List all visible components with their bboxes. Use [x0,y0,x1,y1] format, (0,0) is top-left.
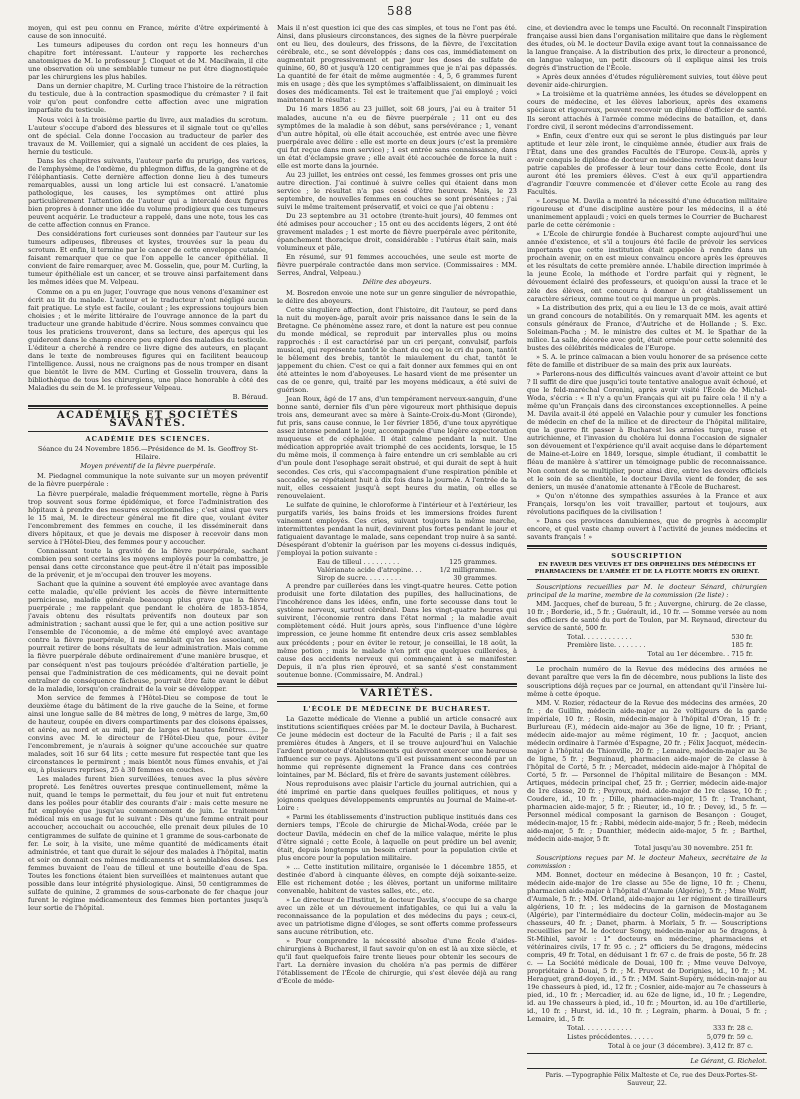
section-title: ACADÉMIES ET SOCIÉTÉS SAVANTES. [56,410,240,430]
subscription-list: MM. Jacques, chef de bureau, 5 fr. ; Auvergne, chirurg. de 2e classe, 10 fr. ; Borderie, id., 5 fr. ; Guérault, id., 10 fr. — Somme versée au nom des officiers de santé du port de Toulon, par M. Reynaud, directeur du service de santé, 500 fr. [527,600,767,633]
paragraph: » La distribution des prix, qui a eu lieu le 13 de ce mois, avait attiré un grand concours de notabilités. On y remarquait MM. les agents et consuls généraux de France, d'Autriche et de Hollande ; S. Exc. Soleiman-Pacha ; M. le ministre des cultes et M. le Spathar de la milice. La salle, décorée avec goût, était ornée pour cette solennité des bustes des célébrités médicales de l'Europe. [527,303,767,352]
section-divider [28,431,268,432]
paragraph: La Gazette médicale de Vienne a publié un article consacré aux institutions scientifiques créées par M. le docteur Davila, à Bucharest. Ce jeune médecin est docteur de la Faculté de Paris ; il a fait ses premières études à Angers, et il se trouve aujourd'hui en Valachie l'ardent promoteur d'établissements qui devront exercer une heureuse influence sur ce pays. Ajoutons qu'il est puissamment secondé par un homme qui représente dignement la France dans ces contrées lointaines, par M. Béclard, fils et frère de savants justement célèbres. [277,714,517,780]
paragraph: M. Piedagnel communique la note suivante sur un moyen préventif de la fièvre puerpérale : [28,472,268,489]
recipe-row: Eau de tilleul . . . . . . . . . 125 grammes. [317,558,497,567]
section-divider [277,683,517,687]
paragraph: » Lorsque M. Davila a montré la nécessité d'une éducation militaire rigoureuse et d'une discipline austère pour les médecins, il a été unanimement applaudi ; voici en quels termes le Courrier de Bucharest parle de cette cérémonie : [527,196,767,230]
article-text [277,715,517,986]
paragraph: moyen, qui est peu connu en France, mérite d'être expérimenté à cause de son innocuité. [28,24,268,41]
manager-signature: Le Gérant, G. Richelot. [690,1056,767,1065]
review-text [28,24,268,392]
paragraph: » Après deux années d'études régulièrement suivies, tout élève peut devenir aide-chirurgien. [527,73,767,90]
paragraph: Du 23 septembre au 31 octobre (trente-huit jours), 40 femmes ont été admises pour accoucher ; 15 ont eu des accidents légers, 2 ont été gravement malades ; 1 est morte de fièvre puerpérale avec péritonite, épanchement thoracique droit, considérable : l'utérus était sain, mais volumineux et pâle, [277,212,517,253]
subscription-totals [527,633,767,649]
recipe-row: Valérianate acide d'atropine. . . 1/2 milligramme. [317,566,497,575]
section-title: VARIÉTÉS. [359,687,435,699]
section-divider [277,701,517,702]
column-2 [277,24,517,1092]
article-text [527,24,767,541]
grand-total: Total au 1er décembre. . 715 fr. [647,650,753,659]
article-subtitle: Délire des aboyeurs. [362,278,432,287]
paragraph: Nous voici à la troisième partie du livre, aux maladies du scrotum. L'auteur s'occupe d'abord des blessures et il signale tout ce qu'elles ont de spécial. Cela donne l'occasion au traducteur de parler des travaux de M. Voillemier, qui a signalé un accident de ces plaies, la hernie du testicule. [28,115,268,156]
section-divider [527,1068,767,1069]
paragraph: « L'École de chirurgie fondée à Bucharest compte aujourd'hui une année d'existence, et s'il a toujours été facile de prévoir les services importants que cette institution était appelée à rendre dans un prochain avenir, on en est mieux convaincu encore après les épreuves et les résultats de cette première année. L'habile direction imprimée à la jeune École, la méthode et l'ordre parfait qui y règnent, le dévouement éclairé des professeurs, et quoiqu'on aussi la trace et le zèle des élèves, ont concouru à donner à cet établissement un caractère sérieux, comme tout ce qui marque un progrès. [527,230,767,303]
paragraph: Des considérations fort curieuses sont données par l'auteur sur les tumeurs adipeuses, fibreuses et kystes, trouvées sur la peau du scrotum. Et enfin, il termine par le cancer de cette enveloppe cutanée, faisant remarquer que ce que l'on appelle le cancer épithélial. Il convient de faire remarquer, avec M. Gosselin, que, pour M. Curling, la tumeur épithéliale est un cancer, et se trouve ainsi parfaitement dans les mêmes idées que M. Velpeau. [28,230,268,287]
subscription-list: MM. Bonnet, docteur en médecine à Besançon, 10 fr. ; Castel, médecin aide-major de 1re classe au 55e de ligne, 10 fr. ; Chenu, pharmacien aide-major à l'hôpital d'Aumale (Algérie), 5 fr. ; Mme Wolff, d'Aumale, 5 fr. ; MM. Orland, aide-major au 1er régiment de tirailleurs algériens, 10 fr. ; les médecins de la garnison de Mostaganem (Algérie), par l'intermédiaire du docteur Colin, médecin-major au 3e chasseurs, 40 fr. ; Danet, pharm. à Morlaix, 5 fr. — Souscriptions recueillies par M. le docteur Songy, médecin-major au 5e dragons, à St-Mihiel, savoir : 1° docteurs en médecine, pharmaciens et vétérinaires civils, 17 fr. 95 c. ; 2° officiers du 5e dragons, médecins compris, 49 fr. Total, en déduisant 1 fr. 67 c. de frais de poste, 56 fr. 28 c. — La Société médicale de Douai, 100 fr. ; Mme veuve Delvoye, propriétaire à Douai, 5 fr. ; M. Pruvost de Dorignies, id., 10 fr. ; M. Heraguet, grand-doyen, id., 5 fr. ; MM. Saint-Supéry, médecin-major au 19e chasseurs à pied, id., 12 fr. ; Cosnier, aide-major au 7e chasseurs à pied, id., 10 fr. ; Mercadier, id. au 62e de ligne, id., 10 fr. ; Legendre, id. au 19e chasseurs à pied, id., 10 fr. ; Mourton, id. au 10e d'artillerie, id., 10 fr. ; Hurst, id. id., 10 fr. ; Legrain, pharm. à Douai, 5 fr. ; Lemaire, id., 5 fr. [527,870,767,1024]
paragraph: » Dans ces provinces danubiennes, que de progrès à accomplir encore, et quel vaste champ ouvert à l'activité de jeunes médecins et savants français ! » [527,516,767,541]
paragraph: Jean Roux, âgé de 17 ans, d'un tempérament nerveux-sanguin, d'une bonne santé, dernier fils d'un père vigoureux mort phthisique depuis trois ans, demeurant avec sa mère à Sainte-Croix-du-Mont (Gironde), fut pris, sans cause connue, le 1er février 1856, d'une toux apyrétique assez intense pendant le jour, accompagnée d'une légère expectoration muqueuse et de céphalée. Il était calme pendant la nuit. Une médication appropriée avait triomphé de ces accidents, lorsque, le 15 du même mois, il commença à faire entendre un cri semblable au cri d'un poule dont l'esophage serait obstrué, et qui durait de sept à huit secondes. Ces cris, qui s'accompagnaient d'une respiration pénible et saccadée, se répétaient huit à dix fois dans la journée. A l'entrée de la nuit, elles cessaient jusqu'à sept heures du matin, où elles se renouvelaient. [277,395,517,500]
column-1 [28,24,268,1092]
academy-heading: ACADÉMIE DES SCIENCES. [85,435,211,444]
paragraph: Dans un dernier chapitre, M. Curling trace l'histoire de la rétraction du testicule, due à la contraction spasmodique du crémaster ? il fait voir qu'on peut confondre cette affection avec une migration imparfaite du testicule. [28,82,268,115]
article-heading: L'ÉCOLE DE MÉDECINE DE BUCHAREST. [303,704,491,713]
paragraph: Les tumeurs adipeuses du cordon ont reçu les honneurs d'un chapitre fort intéressant. L'auteur y rapporte les recherches anatomiques de M. le professeur J. Cloquet et de M. Macilwain, il cite une observation où une semblable tumeur ne put être diagnostiquée par les chirurgiens les plus habiles. [28,41,268,82]
paragraph: Sachant que la quinine a souvent été employée avec avantage dans cette maladie, qu'elle prévient les accès de fièvre intermittente pernicieuse, maladie générale beaucoup plus grave que la fièvre puerpérale ; me rappelant que pendant le choléra de 1853-1854, j'avais obtenu des résultats préventifs non douteux par son administration ; sachant aussi que le fer, qui a une action positive sur l'ensemble de l'économie, a de même été employé avec avantage contre la fièvre puerpérale, il me semblait qu'en les associant, on pourrait retirer de bons résultats de leur administration. Mais comme la fièvre puerpérale débute ordinairement d'une manière brusque, et par conséquent n'est pas toujours précédée d'altération partielle, je pensai que l'administration de ces médicaments, qui ne devait point entraîner de conséquence fâcheuse, pourrait être faite avant le début de la maladie, lorsqu'on craindrait de la voir se développer. [28,580,268,693]
paragraph: Les malades furent bien surveillées, tenues avec la plus sévère propreté. Les fenêtres ouvertes presque continuellement, même la nuit, quand le temps le permettait, du feu jour et nuit fut entretenu dans les poêles pour établir des courants d'air : mais cette mesure ne fut employée que jusqu'au commencement de juin. Le traitement médical mis en usage fut le suivant : Dès qu'une femme entrait pour accoucher, accouchait ou accouchée, elle prenait deux pilules de 10 centigrammes de sulfate de quinine et 1 gramme de sous-carbonate de fer. Le soir, à la visite, une même quantité de médicaments était administrée, et tant que durait le séjour des malades à l'hôpital, matin et soir on donnait ces mêmes médicaments et à semblables doses. Les femmes buvaient de l'eau de tilleul et une bouteille d'eau de Spa. Toutes les fonctions étaient bien surveillées et maintenues autant que possible dans leur intégrité physiologique. Ainsi, 50 centigrammes de sulfate de quinine, 2 grammes de sous-carbonate de fer chaque jour furent le régime médicamenteux des femmes bien portantes jusqu'à leur sortie de l'hôpital. [28,775,268,912]
paragraph: » Le directeur de l'Institut, le docteur Davila, s'occupe de sa charge avec un zèle et un dévouement infatigables, ce qui lui a valu la reconnaissance de la population et des médecins du pays ; ceux-ci, avec un patriotisme digne d'éloges, se sont offerts comme professeurs sans aucune rétribution, etc. [277,895,517,937]
paragraph: » La troisième et la quatrième années, les études se développent en cours de médecine, et les élèves laborieux, après des examens spéciaux et rigoureux, peuvent recevoir un diplôme d'officier de santé. Ils seront attachés à l'armée comme médecins de bataillon, et, dans l'ordre civil, il seront médecins d'arrondissement. [527,90,767,131]
paragraph: Mais il n'est question ici que des cas simples, et tous ne l'ont pas été. Ainsi, dans plusieurs circonstances, des signes de la fièvre puerpérale ont eu lieu, des douleurs, des frissons, de la fièvre, de l'excitation cérébrale, etc., se sont développés ; dans ces cas, immédiatement on augmentait progressivement et par jour les doses de sulfate de quinine, 60, 80 et jusqu'à 120 centigrammes que je n'ai pas dépassés. La quantité de fer était de même augmentée : 4, 5, 6 grammes furent mis en usage ; dès que les symptômes s'affaiblissaient, on diminuait les doses des médicaments. Tel est le traitement que j'ai employé ; voici maintenant le résultat : [277,24,517,105]
potion-recipe [277,558,517,582]
paragraph: Le prochain numéro de la Revue des médecins des armées ne devant paraître que vers la fin de décembre, nous publions la liste des souscriptions déjà reçues par ce journal, en attendant qu'il l'insère lui-même à cette époque. [527,665,767,698]
paragraph: En résumé, sur 91 femmes accouchées, une seule est morte de fièvre puerpérale contractée dans mon service. (Commissaires : MM. Serres, Andral, Velpeau.) [277,253,517,278]
paragraph: Du 16 mars 1856 au 23 juillet, soit 68 jours, j'ai eu à traiter 51 malades, aucune n'a eu de fièvre puerpérale ; 11 ont eu des symptômes de la maladie à son début, sans persévérance ; 1, venant d'un autre hôpital, où elle était accouchée, est entrée avec une fièvre puerpérale avec délire : elle est morte en deux jours (c'est la première qui fut reçue dans mon service) ; 1 est entrée sans connaissance, dans un état d'éclampsie grave ; elle avait été accouchée de force la nuit : elle est morte dans la journée. [277,105,517,170]
paragraph: Connaissant toute la gravité de la fièvre puerpérale, sachant combien peu sont certains les moyens employés pour la combattre, je pensai dans cette circonstance que peut-être il n'était pas impossible de la prévenir, et je m'occupai den trouver les moyens. [28,546,268,579]
article-text [277,24,517,277]
paragraph: Dans les chapitres suivants, l'auteur parle du prurigo, des varices, de l'emphysème, de l'œdème, du phlegmon diffus, de la gangrène et de l'éléphantiasis. Cette dernière affection donne lieu à des tumeurs remarquables, aussi un long article lui est consacré. L'anatomie pathologique, les causes, les symptômes ont attiré plus particulièrement l'attention de l'auteur qui a intercalé deux figures bien propres à donner une idée du volume prodigieux que ces tumeurs peuvent acquérir. Le traducteur a rappelé, dans une note, tous les cas de cette affection connus en France. [28,156,268,230]
paragraph: » ... Cette institution militaire, organisée le 1 décembre 1855, et destinée d'abord à cinquante élèves, en compte déjà soixante-seize. Elle est richement dotée ; les élèves, portant un uniforme militaire convenable, habitent de vastes salles, etc., etc. [277,862,517,895]
paragraph: » Enfin, ceux d'entre eux qui se seront le plus distingués par leur aptitude et leur zèle iront, le cinquième année, étudier aux frais de l'État, dans une des grandes Facultés de l'Europe. Ceux-là, après y avoir conquis le diplôme de docteur en médecine reviendront dans leur patrie capables de professer à leur tour dans cette École, dont ils auront été les premiers élèves. C'est à eux qu'il appartiendra d'agrandir l'œuvre commencée et d'élever cette École au rang des Facultés. [527,131,767,196]
paragraph: » Pour comprendre la nécessité absolue d'une École d'aides-chirurgiens à Bucharest, il faut savoir qu'on en est là au xixe siècle, et qu'il faut quelquefois faire trente lieues pour obtenir les secours de l'art. La dernière invasion du choléra n'a pas permis de différer l'établissement de l'École de chirurgie, qui s'est élevée déjà au rang d'École de méde- [277,937,517,986]
article-text [527,665,767,852]
paragraph: MM. V. Rozier, rédacteur de la Revue des médecins des armées, 20 fr. ; de Guillin, médecin aide-major au 2e voltigeurs de la garde impériale, 10 fr. ; Rosin, médecin-major à l'hôpital d'Oran, 15 fr. ; Burlureau (F.), médecin aide-major au 36e de ligne, 10 fr. ; Priant, médecin aide-major au même régiment, 10 fr. ; Jacquot, ancien médecin ordinaire à l'armée d'Espagne, 20 fr. ; Félix Jacquot, médecin-major à l'hôpital de Thionville, 20 fr. ; Lemaire, médecin-major au 3e de ligne, 5 fr. ; Beguinaud, pharmacien aide-major de 2e classe à l'hôpital de Corté, 5 fr. ; Mercadet, médecin aide-major à l'hôpital de Corté, 5 fr. — Personnel de l'hôpital militaire de Besançon : MM. Artiques, médecin principal chef, 25 fr. ; Gerrier, médecin aide-major de 1re classe, 20 fr. ; Peyroux, méd. aide-major de 1re classe, 10 fr. ; Coudere, id., 10 fr. ; Dille, pharmacien-major, 15 fr. ; Tranchant, pharmacien aide-major, 5 fr. ; Rieuter, id., 10 fr. ; Devey, id., 5 fr. — Personnel médical composant la garnison de Besançon : Gouget, médecin-major, 15 fr. ; Rabbi, médecin aide-major, 5 fr. ; Reeb, médecin aide-major, 5 fr. ; Duanthier, médecin aide-major, 5 fr. ; Barthel, médecin aide-major, 5 fr. [527,698,767,844]
total-row: Total. . . . . . . . . . . . 530 fr. [567,633,753,642]
total-row: Total. . . . . . . . . . . . 333 fr. 28 c. [567,1024,753,1033]
grand-total: Total jusqu'au 30 novembre. 251 fr. [634,844,753,853]
subscription-intro: Souscriptions recueillies par M. le docteur Sénard, chirurgien principal de la marine, membre de la commission (2e liste) : [527,583,767,600]
subscription-title: SOUSCRIPTION [611,551,683,560]
recipe-row: Sirop de sucre. . . . . . . . . 30 grammes. [317,574,497,583]
article-text [277,582,517,679]
paragraph: cine, et deviendra avec le temps une Faculté. On reconnaît l'inspiration française aussi bien dans l'organisation militaire que dans le règlement des études, où M. le docteur Davila exige avant tout la connaissance de la langue française. A la distribution des prix, le directeur a prononcé, en langue valaque, un petit discours où il explique ainsi les trois degrés d'instruction de l'École. [527,24,767,73]
paragraph: » Qu'on n'étonne des sympathies assurées à la France et aux Français, lorsqu'on les voit travailler, partout et toujours, aux révolutions pacifiques de la civilisation ! [527,491,767,516]
subscription-totals [527,1024,767,1040]
total-row: Listes précédentes. . . . . . 5,079 fr. 59 c. [567,1032,753,1041]
page-number: 588 [387,4,413,18]
section-divider [527,579,767,580]
paragraph: Comme on a pu en juger, l'ouvrage que nous venons d'examiner est écrit au lit du malade. L'auteur et le traducteur n'ont négligé aucun fait pratique. Le style est facile, coulant ; les expressions toujours bien choisies ; et le mérite littéraire de l'ouvrage annonce de la part du traducteur une grande habitude d'écrire. Nous sommes convaincu que tous les praticiens trouveront, dans sa lecture, des aperçus qui les guideront dans le champ encore peu exploré des maladies du testicule. L'éditeur a cherché à rendre ce livre digne des auteurs, en plaçant dans le texte de nombreuses figures qui en facilitent beaucoup l'intelligence. Aussi, nous ne craignons pas de nous tromper en disant que bientôt le livre de MM. Curling et Gosselin trouvera, dans la bibliothèque de tous les chirurgiens, une place honorable à côté des Maladies du sein de M. le professeur Velpeau. [28,287,268,393]
paragraph: « Parmi les établissements d'instruction publique institués dans ces derniers temps, l'École de chirurgie de Michal-Woda, créée par le docteur Davila, médecin en chef de la milice valaque, mérite le plus d'être signalé ; cette École, à laquelle on peut prédire un bel avenir, était, depuis longtemps un besoin criant pour la population civile et plus encore pour la population militaire. [277,813,517,862]
section-divider [28,405,268,409]
session-line: Séance du 24 Novembre 1856.—Présidence de M. Is. Geoffroy St-Hilaire. [37,445,259,462]
article-text [28,472,268,912]
section-divider [527,661,767,662]
printer-imprint: Paris. —Typographie Félix Malteste et Ce, rue des Deux-Portes-St-Sauveur, 22. [545,1071,758,1087]
paragraph: La fièvre puerpérale, maladie fréquemment mortelle, règne à Paris trop souvent sous forme épidémique, et force l'administration des hôpitaux à prendre des mesures exceptionnelles ; c'est ainsi que vers le 15 mai, M. le directeur général me fit dire que, voulant éviter l'encombrement des femmes en couche, il les disséminerait dans divers hôpitaux, et que je devais me disposer à recevoir dans mon service à l'Hôtel-Dieu, des femmes pour y accoucher. [28,489,268,546]
section-divider [527,1053,767,1054]
paragraph: M. Bosredon envoie une note sur un genre singulier de névropathie, le délire des aboyeurs. [277,288,517,305]
subscription-heading: EN FAVEUR DES VEUVES ET DES ORPHELINS DES MÉDECINS ET PHARMACIENS DE L'ARMÉE ET DE LA FLOTTE MORTS EN ORIENT. [534,562,760,575]
paragraph: Le sulfate de quinine, le chloroforme à l'intérieur et à l'extérieur, les purgatifs variés, les bains froids et les immersions froides furent vainement employés. Ces cries, suivant toujours la même marche, intermittentes pendant la nuit, devinrent plus fortes pendant le jour et fatiguaient davantage le malade, sans cependant trop nuire à sa santé. Désespérant d'obtenir la guérison par les moyens ci-dessus indiqués, j'employai la potion suivante : [277,500,517,557]
review-signature: B. Béraud. [232,393,268,402]
column-3 [527,24,767,1092]
total-row: Première liste. . . . . . . . 185 fr. [567,641,753,650]
paragraph: Cette singulière affection, dont l'histoire, dit l'auteur, se perd dans la nuit du moyen-âge, paraît avoir pris naissance dans le sein de la Bretagne. Ce phénomène assez rare, et dont la nature est peu connue du monde médical, se reproduit par intervalles plus ou moins rapprochés : il est caractérisé par un cri perçant, convulsif, parfois musical, qui représente tantôt le chant du coq ou le cri du paon, tantôt le bêlement des brebis, tantôt le miaulement du chat, tantôt le jappement du chien. C'est ce qui a fait donner aux femmes qui en ont été atteintes le nom d'aboyeuses. Le hasard vient de me présenter un cas de ce genre, qui, traité par les moyens médicaux, a été suivi de guérison. [277,305,517,395]
paragraph: » Parlerons-nous des difficultés vaincues avant d'avoir atteint ce but ? Il suffit de dire que jusqu'ici toute tentative analogue avait échoué, et que le feld-maréchal Coronini, après avoir visité l'École de Michal-Woda, s'écria : « Il n'y a qu'un Français qui ait pu faire cela ! il n'y a même qu'un Français dans des circonstances exceptionnelles. A peine M. Davila avait-il été appelé en Valachie pour y cumuler les fonctions de médecin en chef de la milice et de directeur de l'hôpital militaire, que la guerre fit passer à Bucharest les armées turque, russe et autrichienne, et l'invasion du choléra lui donna l'occasion de signaler son dévouement et l'expérience qu'il avait acquise dans le département de Maine-et-Loire en 1849, lorsque, simple étudiant, il combattit le fléau de manière à s'attirer un témoignage public de reconnaissance. Non content de se multiplier, pour ainsi dire, entre les devoirs officiels et le soin de sa clientèle, le docteur Davila vient de fonder, de ses deniers, un musée d'anatomie attenante à l'École de Bucharest. [527,369,767,491]
article-subtitle: Moyen préventif de la fièvre puerpérale. [80,462,216,471]
paragraph: Mon service de femmes à l'Hôtel-Dieu se compose de tout le deuxième étage du bâtiment de la rive gauche de la Seine, et forme ainsi une longue salle de 84 mètres de long, 9 mètres de large, 3m,60 de hauteur, coupée en divers compartiments par des cloisons épaisses, et aérée, au nord et au midi, par de larges et hautes fenêtres...... Je convins avec M. le directeur de l'Hôtel-Dieu que, pour éviter l'encombrement, je n'aurais à soigner qu'une accouchée sur quatre malades, soit 16 sur 64 lits ; cette mesure fut respectée tant que les circonstances le permirent ; mais bientôt nous fûmes envahis, et j'ai eu, à plusieurs reprises, 25 à 30 femmes en couches. [28,693,268,775]
paragraph: Au 23 juillet, les entrées ont cessé, les femmes grosses ont pris une autre direction. J'ai continué à suivre celles qui étaient dans mon service ; le résultat n'a pas cessé d'être heureux. Mais, le 23 septembre, de nouvelles femmes en couches se sont présentées ; j'ai suivi le même traitement préservatif, et voici ce que j'ai obtenu : [277,170,517,212]
section-divider [527,545,767,549]
subscription-intro: Souscriptions reçues par M. le docteur Maheux, secrétaire de la commission : [527,853,767,870]
paragraph: A prendre par cuillerées dans les vingt-quatre heures. Cette potion produisit une forte dilatation des pupilles, des hallucinations, de l'incohérence dans les idées, enfin, une forte secousse dans tout le système nerveux, surtout cérébral. Dans les vingt-quatre heures qui suivirent, l'économie rentra dans l'état normal ; la maladie avait complètement cédé. Huit jours après, sous l'influence d'une légère impression, ce jeune homme fit entendre deux cris assez semblables aux précédents ; pour en éviter le retour, je conseillai, le 18 août, la même potion ; mais le malade n'en prit que quelques cuillerées, à cause des accidents nerveux qui commençaient à se manifester. Depuis, il n'a plus rien éprouvé, et sa santé s'est constamment soutenue bonne. (Commissaire, M. Andral.) [277,582,517,679]
article-text [277,289,517,558]
grand-total: Total à ce jour (3 décembre). 3,412 fr. 87 c. [607,1041,753,1050]
paragraph: Nous reproduisons avec plaisir l'article du journal autrichien, qui a été imprimé en partie dans quelques feuilles politiques, et nous y joignons quelques développements empruntés au Journal de Maine-et-Loire : [277,780,517,813]
paragraph: » S. A. le prince caïmacan a bien voulu honorer de sa présence cette fête de famille et distribuer de sa main des prix aux lauréats. [527,352,767,369]
